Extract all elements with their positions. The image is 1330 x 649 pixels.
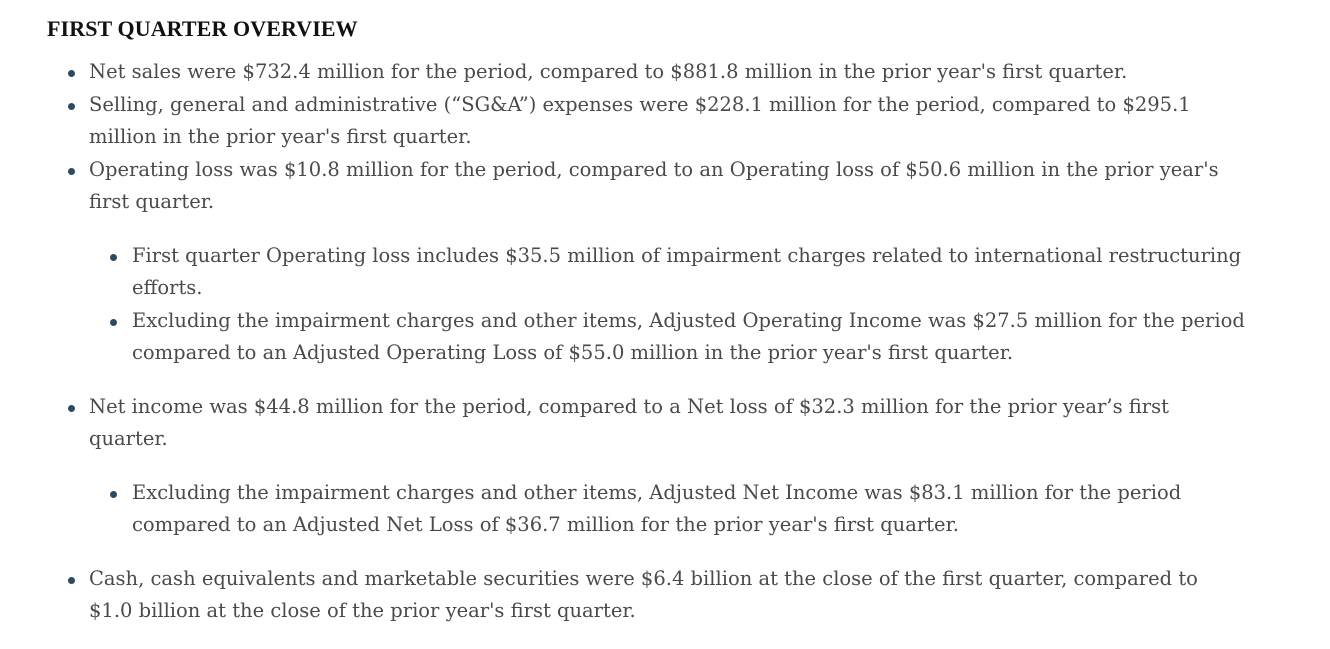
bullet-text: Cash, cash equivalents and marketable securities were $6.4 billion at the close of the first quarter, compared to $1.0 billion at the close of the prior year's first quarter. [89, 566, 1198, 622]
bullet-net-sales [47, 56, 1247, 89]
bullet-net-income [47, 391, 1247, 542]
bullet-operating-loss [47, 154, 1247, 370]
sub-bullet-impairment [89, 240, 1247, 305]
bullet-text: Selling, general and administrative (“SG&A”) expenses were $228.1 million for the period, compared to $295.1 million in the prior year's first quarter. [89, 92, 1191, 148]
sub-bullet-text: First quarter Operating loss includes $35.5 million of impairment charges related to international restructuring efforts. [132, 243, 1242, 299]
section-title: FIRST QUARTER OVERVIEW [47, 16, 358, 41]
sub-bullet-list [89, 240, 1247, 370]
bullet-text: Operating loss was $10.8 million for the period, compared to an Operating loss of $50.6 million in the prior year's first quarter. [89, 157, 1219, 213]
sub-bullet-adjusted-operating-income [89, 305, 1247, 370]
bullet-text: Net sales were $732.4 million for the period, compared to $881.8 million in the prior year's first quarter. [89, 60, 1128, 83]
sub-bullet-text: Excluding the impairment charges and other items, Adjusted Operating Income was $27.5 million for the period compared to an Adjusted Operating Loss of $55.0 million in the prior year's first quarter. [132, 308, 1245, 364]
bullet-text: Net income was $44.8 million for the period, compared to a Net loss of $32.3 million for the prior year’s first quarter. [89, 394, 1169, 450]
bullet-sga [47, 89, 1247, 154]
sub-bullet-list [89, 477, 1247, 542]
overview-bullet-list [47, 56, 1247, 628]
sub-bullet-adjusted-net-income [89, 477, 1247, 542]
sub-bullet-text: Excluding the impairment charges and other items, Adjusted Net Income was $83.1 million for the period compared to an Adjusted Net Loss of $36.7 million for the prior year's first quarter. [132, 480, 1182, 536]
bullet-cash [47, 563, 1247, 628]
